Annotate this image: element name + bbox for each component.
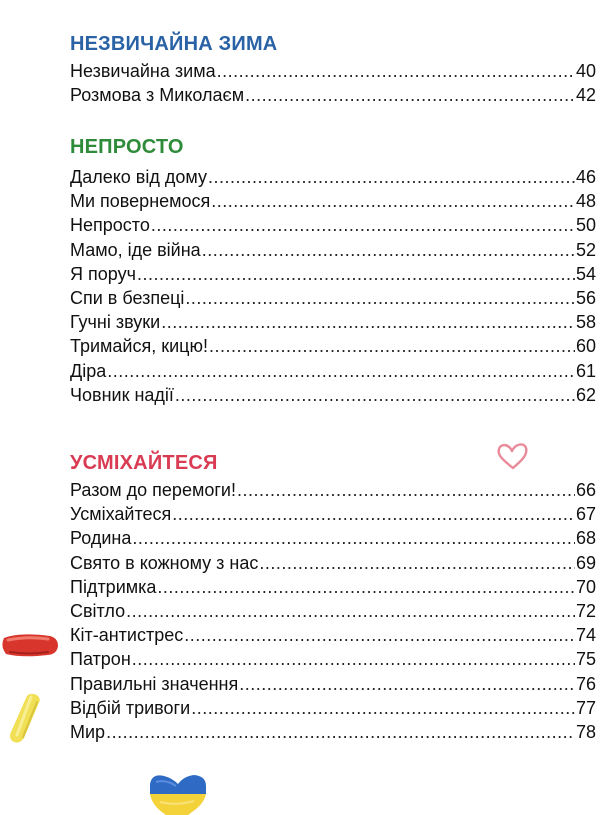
entry-page: 56 — [575, 287, 596, 308]
yellow-crayon-icon — [4, 690, 46, 746]
entry-page: 58 — [575, 312, 596, 333]
toc-entry[interactable] — [70, 575, 596, 599]
entry-page: 52 — [575, 239, 596, 260]
toc-entry[interactable] — [70, 165, 596, 189]
section-title-unusual-winter: НЕЗВИЧАЙНА ЗИМА — [70, 33, 278, 55]
toc-entry[interactable] — [70, 359, 596, 383]
entry-title: Незвичайна зима — [70, 61, 216, 81]
toc-entry[interactable] — [70, 502, 596, 526]
dot-leader — [209, 334, 575, 358]
entry-page: 67 — [575, 504, 596, 525]
toc-entry[interactable] — [70, 189, 596, 213]
entry-title: Разом до перемоги! — [70, 480, 236, 500]
toc-entry[interactable] — [70, 213, 596, 237]
entry-page: 66 — [575, 480, 596, 500]
toc-entry[interactable] — [70, 599, 596, 623]
entry-page: 76 — [575, 673, 596, 694]
toc-entry[interactable] — [70, 83, 596, 107]
toc-list-not-easy — [70, 165, 596, 407]
entry-title: Світло — [70, 600, 126, 621]
entry-page: 61 — [575, 360, 596, 381]
dot-leader — [202, 238, 575, 262]
dot-leader — [132, 647, 575, 671]
entry-title: Правильні значення — [70, 673, 239, 694]
toc-entry[interactable] — [70, 383, 596, 407]
entry-page: 60 — [575, 336, 596, 357]
entry-page: 54 — [575, 263, 596, 284]
toc-entry[interactable] — [70, 238, 596, 262]
dot-leader — [259, 551, 575, 575]
toc-entry[interactable] — [70, 623, 596, 647]
dot-leader — [245, 83, 575, 107]
entry-title: Свято в кожному з нас — [70, 552, 259, 573]
entry-page: 62 — [575, 384, 596, 405]
heart-doodle-icon — [493, 440, 533, 472]
toc-entry[interactable] — [70, 672, 596, 696]
dot-leader — [217, 59, 575, 83]
toc-list-unusual-winter — [70, 59, 596, 107]
toc-entry[interactable] — [70, 478, 596, 502]
entry-page: 68 — [575, 528, 596, 549]
dot-leader — [106, 720, 575, 744]
toc-entry[interactable] — [70, 310, 596, 334]
entry-page: 46 — [575, 167, 596, 187]
toc-entry[interactable] — [70, 334, 596, 358]
dot-leader — [132, 526, 575, 550]
entry-title: Мир — [70, 721, 106, 742]
dot-leader — [157, 575, 575, 599]
toc-entry[interactable] — [70, 286, 596, 310]
entry-page: 77 — [575, 697, 596, 718]
toc-entry[interactable] — [70, 696, 596, 720]
dot-leader — [185, 286, 575, 310]
entry-title: Родина — [70, 528, 132, 549]
entry-title: Кіт-антистрес — [70, 625, 184, 646]
dot-leader — [175, 383, 575, 407]
entry-title: Мамо, іде війна — [70, 239, 201, 260]
dot-leader — [211, 189, 575, 213]
section-title-not-easy: НЕПРОСТО — [70, 136, 184, 158]
toc-entry[interactable] — [70, 720, 596, 744]
red-crayon-icon — [0, 628, 62, 662]
entry-title: Човник надії — [70, 384, 174, 405]
entry-page: 72 — [575, 600, 596, 621]
toc-entry[interactable] — [70, 59, 596, 83]
entry-title: Підтримка — [70, 576, 157, 597]
entry-title: Ми повернемося — [70, 191, 211, 212]
dot-leader — [172, 502, 575, 526]
dot-leader — [137, 262, 575, 286]
entry-page: 78 — [575, 721, 596, 742]
entry-title: Я поруч — [70, 263, 136, 284]
dot-leader — [151, 213, 575, 237]
entry-title: Діра — [70, 360, 107, 381]
dot-leader — [107, 359, 575, 383]
entry-title: Спи в безпеці — [70, 287, 185, 308]
entry-page: 48 — [575, 191, 596, 212]
dot-leader — [239, 672, 575, 696]
entry-title: Гучні звуки — [70, 312, 161, 333]
entry-page: 42 — [575, 85, 596, 106]
dot-leader — [161, 310, 575, 334]
dot-leader — [191, 696, 575, 720]
dot-leader — [237, 478, 575, 502]
dot-leader — [184, 623, 575, 647]
entry-page: 70 — [575, 576, 596, 597]
toc-list-smile — [70, 478, 596, 744]
entry-page: 50 — [575, 215, 596, 236]
entry-page: 74 — [575, 625, 596, 646]
toc-entry[interactable] — [70, 647, 596, 671]
entry-title: Патрон — [70, 649, 131, 670]
entry-title: Розмова з Миколаєм — [70, 85, 245, 106]
toc-entry[interactable] — [70, 262, 596, 286]
entry-title: Далеко від дому — [70, 167, 207, 187]
entry-title: Непросто — [70, 215, 150, 236]
entry-page: 40 — [575, 61, 596, 81]
entry-title: Тримайся, кицю! — [70, 336, 208, 357]
entry-title: Відбій тривоги — [70, 697, 191, 718]
entry-page: 75 — [575, 649, 596, 670]
dot-leader — [126, 599, 575, 623]
toc-entry[interactable] — [70, 551, 596, 575]
entry-page: 69 — [575, 552, 596, 573]
dot-leader — [208, 165, 575, 189]
section-title-smile: УСМІХАЙТЕСЯ — [70, 452, 218, 474]
toc-entry[interactable] — [70, 526, 596, 550]
ukrainian-flag-heart-icon — [146, 770, 210, 815]
entry-title: Усміхайтеся — [70, 504, 172, 525]
